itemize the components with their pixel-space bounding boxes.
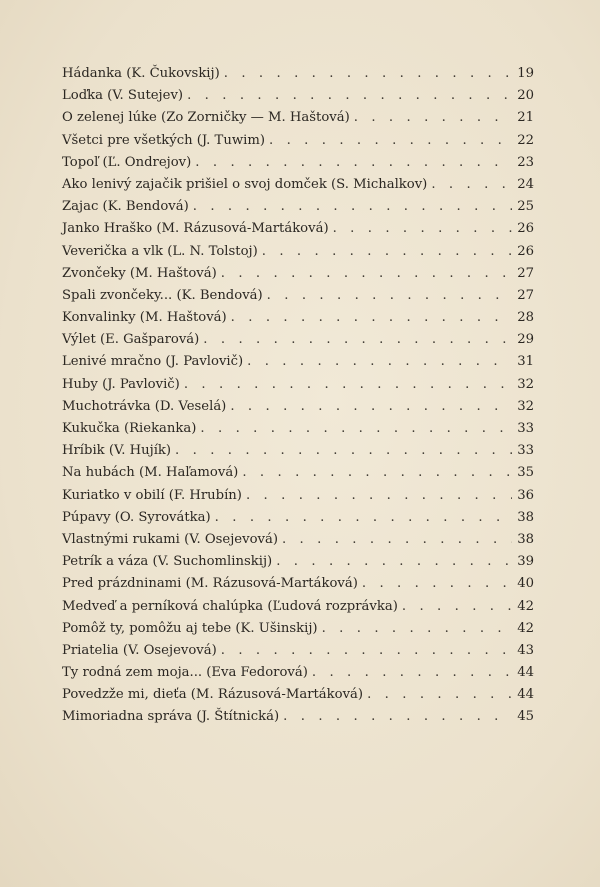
toc-entry-page-number: 36 xyxy=(517,487,534,503)
toc-entry xyxy=(62,85,534,107)
toc-entry-page-number: 38 xyxy=(517,531,534,547)
toc-entry-title: Povedzže mi, dieťa (M. Rázusová-Martáková) xyxy=(62,687,364,703)
toc-entry-page-number: 40 xyxy=(517,576,534,592)
toc-entry xyxy=(62,107,534,129)
toc-entry xyxy=(62,218,534,240)
dot-leader xyxy=(184,374,512,396)
toc-entry-page-number: 39 xyxy=(517,554,534,570)
dot-leader xyxy=(175,440,512,462)
toc-entry-page-number: 25 xyxy=(517,199,534,215)
toc-entry xyxy=(62,174,534,196)
toc-entry-title: Púpavy (O. Syrovátka) xyxy=(62,509,211,525)
toc-entry-page-number: 44 xyxy=(517,665,534,681)
toc-entry xyxy=(62,596,534,618)
toc-entry xyxy=(62,130,534,152)
dot-leader xyxy=(367,684,512,706)
toc-entry-page-number: 26 xyxy=(517,243,534,259)
toc-entry-title: Muchotrávka (D. Veselá) xyxy=(62,398,227,414)
toc-entry xyxy=(62,196,534,218)
toc-entry xyxy=(62,706,534,728)
toc-entry-page-number: 27 xyxy=(517,265,534,281)
toc-entry xyxy=(62,263,534,285)
dot-leader xyxy=(276,551,512,573)
toc-entry xyxy=(62,573,534,595)
dot-leader xyxy=(231,307,512,329)
dot-leader xyxy=(431,174,512,196)
toc-entry-page-number: 29 xyxy=(517,332,534,348)
toc-entry-title: Ty rodná zem moja... (Eva Fedorová) xyxy=(62,665,308,681)
toc-entry-page-number: 33 xyxy=(517,421,534,436)
toc-entry-page-number: 42 xyxy=(517,598,534,614)
dot-leader xyxy=(267,285,512,307)
dot-leader xyxy=(230,396,512,418)
dot-leader xyxy=(283,706,512,728)
toc-entry xyxy=(62,307,534,329)
toc-entry-page-number: 44 xyxy=(517,687,534,703)
dot-leader xyxy=(262,241,512,263)
toc-entry-page-number: 27 xyxy=(517,287,534,303)
dot-leader xyxy=(402,596,512,618)
dot-leader xyxy=(362,573,512,595)
toc-entry-title: Konvalinky (M. Haštová) xyxy=(62,310,227,326)
toc-entry xyxy=(62,351,534,373)
toc-entry-page-number: 26 xyxy=(517,221,534,237)
toc-entry-title: Janko Hraško (M. Rázusová-Martáková) xyxy=(62,221,329,237)
toc-entry-page-number: 20 xyxy=(517,88,534,104)
toc-entry xyxy=(62,440,534,462)
toc-entry-page-number: 43 xyxy=(517,642,534,658)
toc-entry xyxy=(62,485,534,507)
toc-entry-title: Petrík a váza (V. Suchomlinskij) xyxy=(62,554,273,570)
toc-entry-title: Všetci pre všetkých (J. Tuwim) xyxy=(62,132,266,148)
dot-leader xyxy=(200,418,512,440)
dot-leader xyxy=(193,196,512,218)
dot-leader xyxy=(221,640,512,662)
toc-entry xyxy=(62,618,534,640)
toc-entry xyxy=(62,152,534,174)
toc-entry-title: Vlastnými rukami (V. Osejevová) xyxy=(62,531,278,547)
toc-entry-page-number: 38 xyxy=(517,509,534,525)
dot-leader xyxy=(269,130,512,152)
toc-entry-title: Hádanka (K. Čukovskij) xyxy=(62,66,220,81)
dot-leader xyxy=(312,662,512,684)
toc-entry xyxy=(62,63,534,85)
toc-entry-page-number: 32 xyxy=(517,398,534,414)
toc-entry-title: Pomôž ty, pomôžu aj tebe (K. Ušinskij) xyxy=(62,620,318,636)
toc-entry-title: Výlet (E. Gašparová) xyxy=(62,332,200,348)
toc-entry xyxy=(62,684,534,706)
dot-leader xyxy=(195,152,512,174)
dot-leader xyxy=(221,263,512,285)
toc-entry-page-number: 42 xyxy=(517,620,534,636)
toc-entry-title: Loďka (V. Sutejev) xyxy=(62,88,184,104)
toc-entry xyxy=(62,396,534,418)
toc-entry-title: Medveď a perníková chalúpka (Ľudová rozprávka) xyxy=(62,598,398,614)
toc-entry-title: Mimoriadna správa (J. Štítnická) xyxy=(62,709,280,725)
toc-entry-page-number: 21 xyxy=(517,110,534,126)
toc-entry-title: Kukučka (Riekanka) xyxy=(62,421,197,436)
dot-leader xyxy=(247,351,512,373)
toc-entry-page-number: 24 xyxy=(517,176,534,192)
toc-entry xyxy=(62,529,534,551)
toc-entry-page-number: 19 xyxy=(517,66,534,81)
toc-entry-title: Hríbik (V. Hujík) xyxy=(62,443,172,459)
toc-entry xyxy=(62,462,534,484)
toc-entry-title: Na hubách (M. Haľamová) xyxy=(62,465,239,481)
toc-entry xyxy=(62,329,534,351)
dot-leader xyxy=(187,85,512,107)
toc-entry-title: Lenivé mračno (J. Pavlovič) xyxy=(62,354,244,370)
toc-entry-title: Zvončeky (M. Haštová) xyxy=(62,265,217,281)
dot-leader xyxy=(322,618,512,640)
dot-leader xyxy=(246,485,512,507)
toc-entry xyxy=(62,662,534,684)
toc-entry xyxy=(62,374,534,396)
toc-entry xyxy=(62,640,534,662)
toc-entry xyxy=(62,507,534,529)
toc-entry-page-number: 22 xyxy=(517,132,534,148)
toc-entry-page-number: 35 xyxy=(517,465,534,481)
toc-entry-title: O zelenej lúke (Zo Zorničky — M. Haštová) xyxy=(62,110,350,126)
toc-entry-page-number: 28 xyxy=(517,310,534,326)
toc-entry-title: Spali zvončeky... (K. Bendová) xyxy=(62,287,263,303)
toc-entry-title: Veverička a vlk (L. N. Tolstoj) xyxy=(62,243,258,259)
toc-entry-page-number: 45 xyxy=(517,709,534,725)
toc-entry xyxy=(62,551,534,573)
dot-leader xyxy=(282,529,512,551)
dot-leader xyxy=(215,507,512,529)
toc-entry-title: Topoľ (Ľ. Ondrejov) xyxy=(62,154,192,170)
dot-leader xyxy=(242,462,512,484)
toc-entry xyxy=(62,285,534,307)
toc-entry-title: Kuriatko v obilí (F. Hrubín) xyxy=(62,487,242,503)
dot-leader xyxy=(224,63,512,85)
toc-entry-page-number: 31 xyxy=(517,354,534,370)
table-of-contents xyxy=(62,63,534,729)
toc-entry-title: Ako lenivý zajačik prišiel o svoj domček (S. Michalkov) xyxy=(62,176,428,192)
dot-leader xyxy=(203,329,512,351)
toc-entry-title: Priatelia (V. Osejevová) xyxy=(62,642,217,658)
toc-entry xyxy=(62,418,534,440)
toc-entry xyxy=(62,241,534,263)
dot-leader xyxy=(354,107,512,129)
toc-entry-page-number: 32 xyxy=(517,376,534,392)
dot-leader xyxy=(333,218,512,240)
toc-entry-page-number: 23 xyxy=(517,154,534,170)
toc-entry-page-number: 33 xyxy=(517,443,534,459)
toc-entry-title: Huby (J. Pavlovič) xyxy=(62,376,180,392)
toc-entry-title: Zajac (K. Bendová) xyxy=(62,199,189,215)
toc-entry-title: Pred prázdninami (M. Rázusová-Martáková) xyxy=(62,576,358,592)
